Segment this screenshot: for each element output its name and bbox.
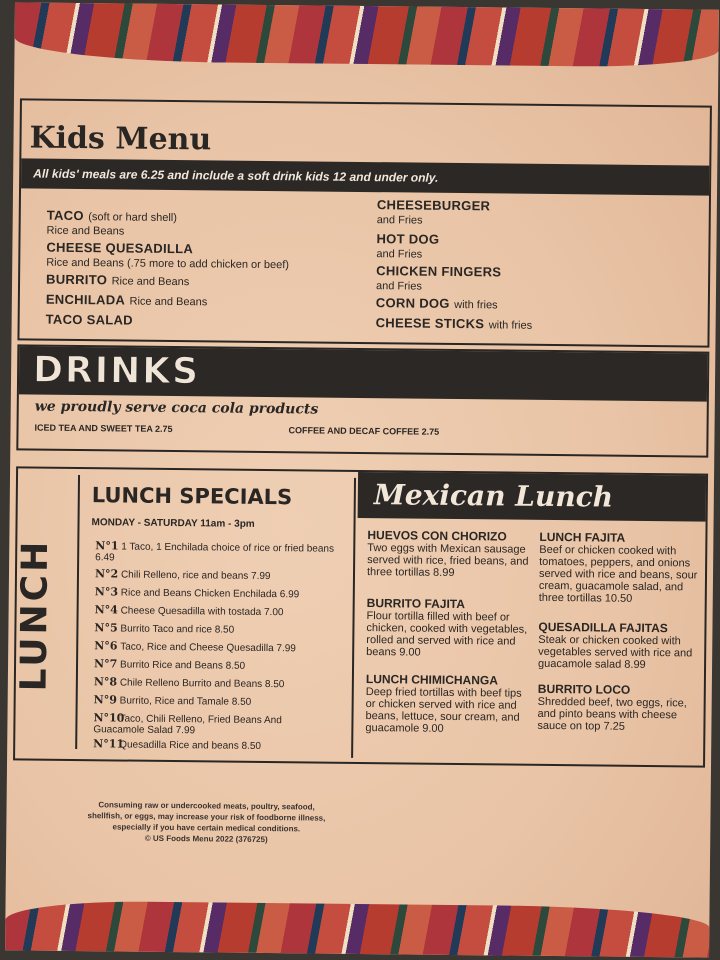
mexican-item: BURRITO LOCO Shredded beef, two eggs, rice, and pinto beans with cheese sauce on top 7.25 (537, 681, 687, 733)
lunch-specials-title: LUNCH SPECIALS (91, 483, 293, 510)
kids-menu-title: Kids Menu (29, 120, 212, 158)
mexican-lunch (355, 472, 706, 766)
special-item: N°11Quesadilla Rice and beans 8.50 (93, 737, 262, 752)
serape-border-top (14, 2, 719, 67)
special-item: N°4 Cheese Quesadilla with tostada 7.00 (94, 603, 284, 619)
lunch-side-label: LUNCH (13, 538, 57, 692)
kids-item: CHEESEBURGER and Fries (376, 197, 491, 227)
mexican-item: HUEVOS CON CHORIZO Two eggs with Mexican sausage served with rice, fried beans, and three tortillas 8.99 (366, 528, 529, 579)
drinks-tagline: we proudly serve coca cola products (34, 398, 319, 418)
drinks-title: DRINKS (32, 349, 201, 393)
special-item: N°10Taco, Chili Relleno, Fried Beans And Guacamole Salad 7.99 (93, 711, 282, 737)
serape-border-bottom (5, 900, 709, 957)
kids-menu-banner: All kids' meals are 6.25 and include a soft drink kids 12 and under only. (21, 158, 709, 195)
mexican-item: LUNCH CHIMICHANGA Deep fried tortillas with beef tips or chicken served with rice and beans, lettuce, sour cream, and guacamole 9.00 (365, 672, 522, 735)
special-item: N°3 Rice and Beans Chicken Enchilada 6.99 (94, 585, 300, 601)
coffee-price: COFFEE AND DECAF COFFEE 2.75 (288, 425, 440, 437)
special-item: N°5 Burrito Taco and rice 8.50 (94, 621, 235, 636)
mexican-item: LUNCH FAJITA Beef or chicken cooked with tomatoes, peppers, and onions served with rice and beans, sour cream, guacamole salad, and three tortillas 10.50 (538, 529, 698, 605)
mexican-lunch-title: Mexican Lunch (373, 478, 614, 514)
tea-price: ICED TEA AND SWEET TEA 2.75 (34, 422, 173, 435)
special-item: N°9 Burrito, Rice and Tamale 8.50 (93, 693, 252, 708)
kids-item: CORN DOG with fries (375, 295, 498, 312)
special-item: N°7 Burrito Rice and Beans 8.50 (93, 657, 246, 672)
kids-item: ENCHILADA Rice and Beans (45, 291, 208, 309)
lunch-specials-hours: MONDAY - SATURDAY 11am - 3pm (91, 517, 255, 530)
kids-item: HOT DOG and Fries (376, 231, 440, 261)
food-safety-disclaimer: Consuming raw or undercooked meats, poultry, seafood, shellfish, or eggs, may increase your risk of foodborne illness, especially if you have certain medical conditions. © US Foods Menu 2022 (376725) (87, 800, 326, 845)
special-item: N°2 Chili Relleno, rice and beans 7.99 (94, 567, 271, 583)
special-item: N°6 Taco, Rice and Cheese Quesadilla 7.99 (94, 639, 296, 655)
kids-item: CHEESE QUESADILLA Rice and Beans (.75 more to add chicken or beef) (46, 239, 290, 272)
kids-item: BURRITO Rice and Beans (46, 271, 190, 289)
kids-item: CHEESE STICKS with fries (375, 315, 533, 332)
special-item: N°8 Chile Relleno Burrito and Beans 8.50 (93, 675, 285, 691)
kids-item: CHICKEN FINGERS and Fries (375, 263, 502, 293)
drinks-section (16, 344, 709, 457)
menu-page (5, 2, 719, 957)
lunch-specials (81, 475, 356, 758)
lunch-section (13, 466, 708, 767)
mexican-lunch-banner (358, 472, 706, 522)
lunch-side-label-box (13, 474, 80, 749)
mexican-item: QUESADILLA FAJITAS Steak or chicken cooked with vegetables served with rice and guacamole salad 8.99 (538, 619, 693, 671)
drinks-banner (19, 346, 707, 401)
kids-menu-section (17, 98, 711, 347)
kids-item: TACO SALAD (45, 311, 134, 328)
special-item: N°1 1 Taco, 1 Enchilada choice of rice or fried beans 6.49 (95, 539, 335, 564)
kids-item: TACO (soft or hard shell) Rice and Beans (46, 207, 177, 238)
mexican-item: BURRITO FAJITA Flour tortilla filled with beef or chicken, cooked with vegetables, rolled and served with rice and beans 9.00 (366, 596, 528, 659)
